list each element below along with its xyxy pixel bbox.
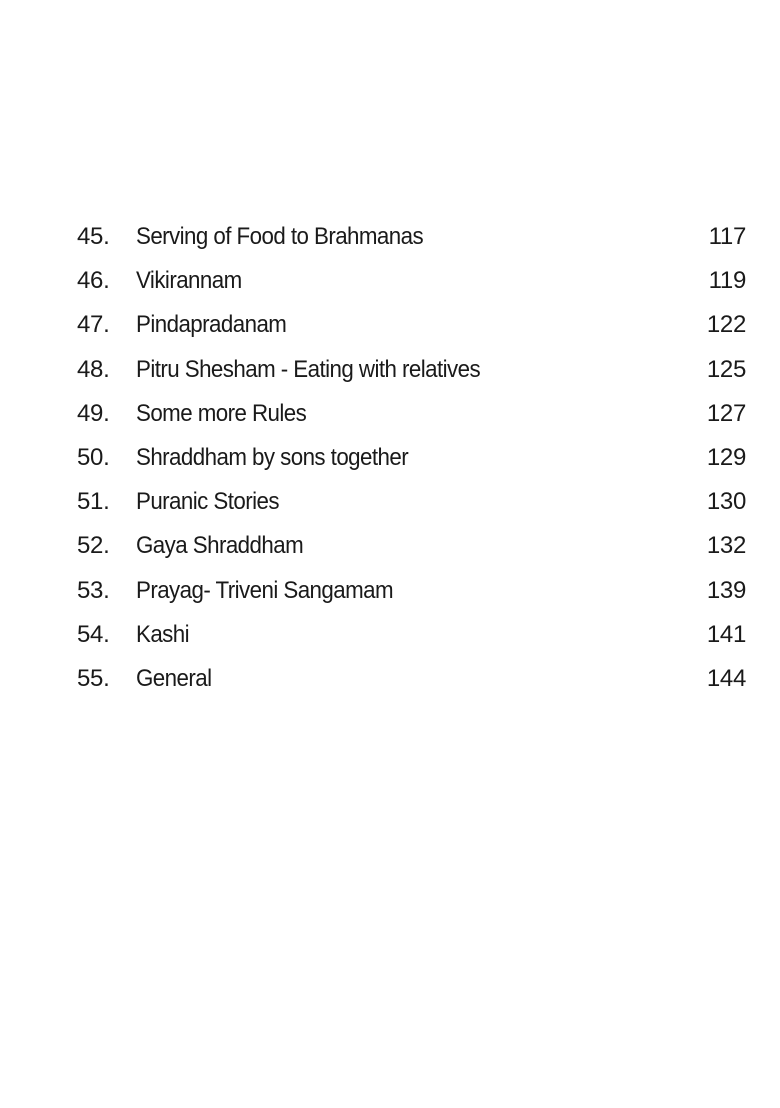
entry-page-number: 125 [706,355,746,383]
entry-number: 55. [77,664,110,692]
toc-entry [0,524,780,568]
entry-number: 48. [77,355,110,383]
entry-number: 45. [77,223,110,250]
entry-number: 52. [77,532,110,560]
entry-title: Some more Rules [136,399,307,427]
entry-page-number: 144 [706,664,746,692]
entry-page-number: 130 [706,488,746,516]
entry-page-number: 122 [706,311,746,339]
entry-number: 53. [77,576,110,604]
entry-title: Prayag- Triveni Sangamam [136,576,394,604]
entry-page-number: 117 [708,223,746,250]
toc-entry [0,569,780,613]
entry-number: 47. [77,311,110,339]
entry-number: 46. [77,267,110,295]
toc-entry [0,613,780,657]
entry-page-number: 132 [706,532,746,560]
entry-title: Puranic Stories [136,488,279,516]
entry-title: Shraddham by sons together [136,443,409,471]
entry-page-number: 141 [706,620,746,648]
entry-title: Pindapradanam [136,311,287,339]
entry-page-number: 129 [706,443,746,471]
table-of-contents [0,215,780,701]
toc-entry [0,392,780,436]
entry-page-number: 139 [706,576,746,604]
entry-title: Gaya Shraddham [136,532,304,560]
toc-entry [0,348,780,392]
entry-title: Kashi [136,620,190,648]
entry-title: General [136,664,212,692]
toc-entry [0,480,780,524]
toc-entry [0,215,780,259]
entry-title: Serving of Food to Brahmanas [136,223,424,250]
entry-title: Vikirannam [136,267,242,295]
entry-title: Pitru Shesham - Eating with relatives [136,355,481,383]
entry-page-number: 119 [708,267,746,295]
toc-entry [0,436,780,480]
toc-entry [0,657,780,701]
toc-entry [0,259,780,303]
entry-number: 50. [77,443,110,471]
entry-number: 51. [77,488,110,516]
toc-entry [0,303,780,347]
entry-number: 49. [77,399,110,427]
entry-number: 54. [77,620,110,648]
entry-page-number: 127 [706,399,746,427]
